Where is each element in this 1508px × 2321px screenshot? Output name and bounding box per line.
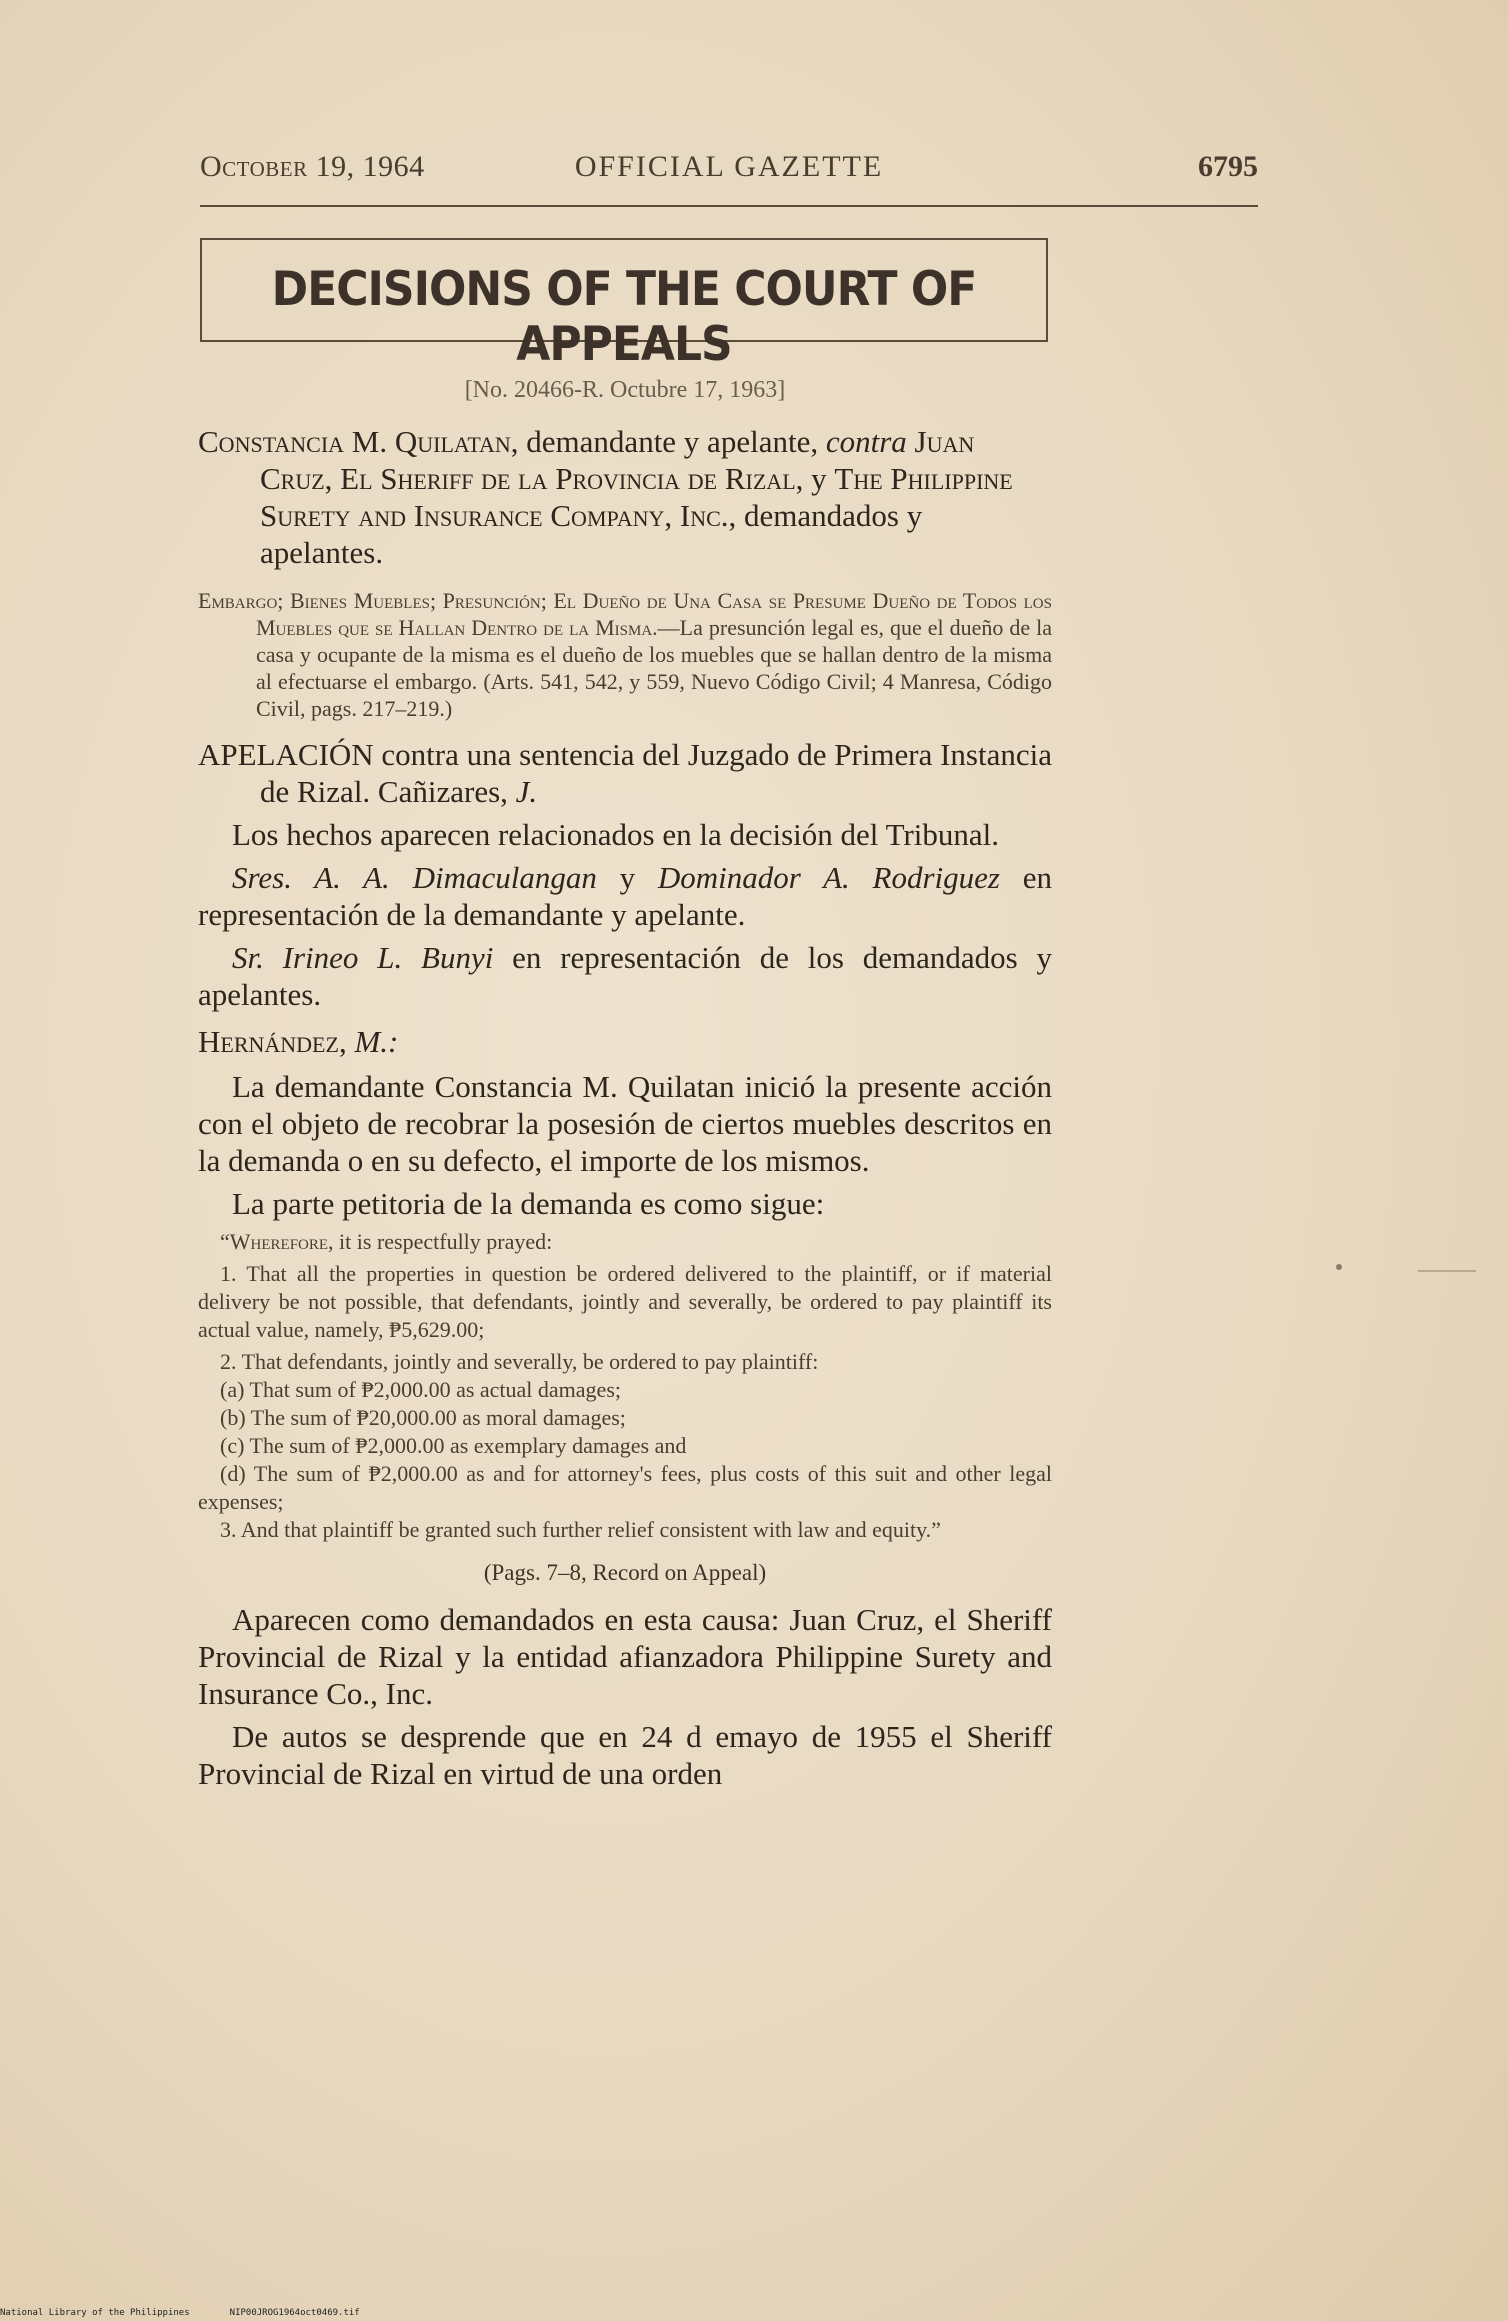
section-banner (200, 238, 1048, 373)
judge: J. (515, 774, 538, 809)
counsel-and: y (596, 860, 658, 895)
header-rule (200, 205, 1258, 207)
defendant-names: Juan Cruz, El Sheriff de la Provincia de Rizal, (260, 424, 975, 496)
quote-opening-word: Wherefore (229, 1229, 329, 1254)
counsel-plaintiff (198, 859, 1052, 933)
facts-paragraph: Los hechos aparecen relacionados en la decisión del Tribunal. (232, 817, 1000, 852)
plaintiff-name: Constancia M. Quilatan (198, 424, 511, 459)
quote-opening-text: , it is respectfully prayed: (328, 1229, 553, 1254)
counsel-defendants-text: en representación de los demandados y apelantes. (198, 940, 1052, 1012)
plaintiff-role: , demandante y apelante, (510, 424, 826, 459)
scan-footer (0, 2308, 400, 2318)
footer-file: NIP00JROG1964oct0469.tif (229, 2308, 360, 2318)
header-publication: OFFICIAL GAZETTE (574, 150, 884, 183)
counsel-defendants-names: Sr. Irineo L. Bunyi (232, 940, 494, 975)
quote-item-2: 2. That defendants, jointly and severally, be ordered to pay plaintiff: (220, 1349, 819, 1374)
ponente-name: Hernández (198, 1024, 339, 1059)
case-parties (198, 423, 1052, 571)
quote-citation: (Pags. 7–8, Record on Appeal) (483, 1560, 767, 1585)
defendant-company: The Philippine Surety and Insurance Company, Inc. (260, 461, 1013, 533)
quote-opening (198, 1228, 1052, 1256)
syllabus-text: —La presunción legal es, que el dueño de la casa y ocupante de la misma es el dueño de los muebles que se hallan dentro de la misma al efectuarse el embargo. (Arts. 541, 542, y 559, Nuevo Código Civil; 4 Manresa, Código Civil, pags. 217–219.) (256, 615, 1052, 721)
page-header (200, 150, 1258, 190)
defendant-role: , demandados y apelantes. (260, 498, 923, 570)
versus: contra (825, 424, 907, 459)
ponente-title: M.: (354, 1024, 399, 1059)
section-title: DECISIONS OF THE COURT OF APPEALS (271, 261, 977, 373)
quote-item-2b: (b) The sum of ₱20,000.00 as moral damages; (220, 1405, 626, 1430)
quote-item-3: 3. And that plaintiff be granted such further relief consistent with law and equity.” (220, 1517, 941, 1542)
page-speck (1336, 1264, 1342, 1270)
syllabus-headnote: Embargo; Bienes Muebles; Presunción; El Dueño de Una Casa se Presume Dueño de Todos los Muebles que se Hallan Dentro de la Misma. (198, 588, 1052, 640)
quote-item-2d: (d) The sum of ₱2,000.00 as and for attorney's fees, plus costs of this suit and other legal expenses; (198, 1461, 1052, 1514)
appeal-line (198, 736, 1052, 810)
quote-item-2a: (a) That sum of ₱2,000.00 as actual damages; (220, 1377, 621, 1402)
document-body (198, 372, 1052, 1798)
paragraph-1: La demandante Constancia M. Quilatan inició la presente acción con el objeto de recobrar la posesión de ciertos muebles descritos en la demanda o en su defecto, el importe de los mismos. (198, 1069, 1052, 1178)
quote-item-2c: (c) The sum of ₱2,000.00 as exemplary damages and (220, 1433, 687, 1458)
paragraph-2: La parte petitoria de la demanda es como sigue: (232, 1186, 825, 1221)
footer-library: National Library of the Philippines (0, 2308, 190, 2318)
ponente: Hernández, M.: (198, 1024, 399, 1059)
syllabus (198, 587, 1052, 722)
counsel-plaintiff-names-2: Dominador A. Rodriguez (657, 860, 1000, 895)
case-number: [No. 20466-R. Octubre 17, 1963] (464, 377, 786, 403)
quoted-prayer (198, 1228, 1052, 1591)
paragraph-4: De autos se desprende que en 24 d emayo de 1955 el Sheriff Provincial de Rizal en virtud de una orden (198, 1719, 1052, 1791)
page-smudge (1418, 1270, 1476, 1272)
counsel-plaintiff-names: Sres. A. A. Dimaculangan (232, 860, 597, 895)
party-connector: y (811, 461, 835, 496)
header-page-number: 6795 (1198, 150, 1258, 183)
paragraph-3: Aparecen como demandados en esta causa: Juan Cruz, el Sheriff Provincial de Rizal y la entidad afianzadora Philippine Surety and Insurance Co., Inc. (198, 1602, 1052, 1711)
quote-item-1: 1. That all the properties in question be ordered delivered to the plaintiff, or if material delivery be not possible, that defendants, jointly and severally, be ordered to pay plaintiff its actual value, namely, ₱5,629.00; (198, 1261, 1052, 1342)
quote-mark: “ (220, 1229, 230, 1254)
header-date: October 19, 1964 (200, 150, 425, 183)
counsel-defendants (198, 939, 1052, 1013)
appeal-text: APELACIÓN contra una sentencia del Juzgado de Primera Instancia de Rizal. Cañizares, (198, 737, 1052, 809)
counsel-plaintiff-text: en representación de la demandante y apelante. (198, 860, 1053, 932)
